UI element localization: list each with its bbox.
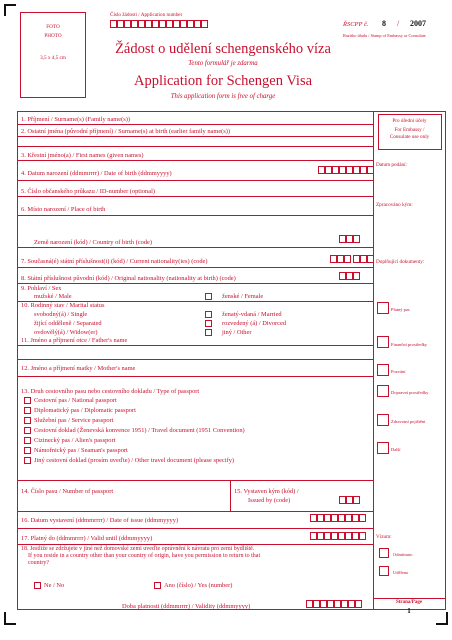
field-country-of-birth-label: Země narození (kód) / Country of birth (code) — [34, 239, 153, 246]
field-dob-label: 4. Datum narození (ddmmrrrr) / Date of birth (ddmmyyyy) — [21, 170, 172, 177]
visa-refused-label: Odmítnuto — [393, 552, 413, 557]
title-en: Application for Schengen Visa — [133, 73, 313, 89]
field-father-label: 11. Jméno a příjmení otce / Father's name — [21, 337, 128, 344]
passport-other-label: Jiný cestovní doklad (prosím uveďte) / Other travel document (please specify) — [34, 457, 235, 464]
passport-seaman-checkbox[interactable] — [24, 447, 31, 454]
marital-widow-label: ovdovělý(á) / Widow(er) — [34, 329, 98, 336]
passport-seaman-label: Námořnický pas / Seaman's passport — [34, 447, 128, 454]
passport-alien-checkbox[interactable] — [24, 437, 31, 444]
sex-male-checkbox[interactable] — [205, 293, 212, 300]
marital-separated-checkbox[interactable] — [205, 320, 212, 327]
passport-service-label: Služební pas / Service passport — [34, 417, 114, 424]
passport-national-label: Cestovní pas / National passport — [34, 397, 117, 404]
field-residence-label: 18. Jestliže se zdržujete v jiné než domovské zemi uveďte oprávnění k návratu pro zemi bydliště. — [21, 546, 255, 552]
official-use-en2: Consulate use only — [389, 134, 430, 140]
sex-male-label: mužské / Male — [34, 293, 72, 300]
sidebar-divider — [373, 111, 374, 609]
supporting-docs-label: Doplňující dokumenty: — [376, 259, 425, 265]
valid-passport-label: Platný pas — [391, 307, 410, 312]
passport-national-checkbox[interactable] — [24, 397, 31, 404]
visa-issued-checkbox[interactable] — [379, 566, 389, 576]
page-number: 1 — [407, 607, 411, 615]
field-birth-surname-line[interactable] — [17, 146, 373, 147]
residence-no-checkbox[interactable] — [34, 582, 41, 589]
crop-mark-bottom-right — [446, 612, 448, 624]
official-use-en: For Embassy / — [394, 127, 425, 133]
field-mother-label: 12. Jméno a příjmení matky / Mother's name — [21, 365, 136, 372]
marital-single-label: svobodný(á) / Single — [34, 311, 88, 318]
rscpp-number: 8 — [382, 19, 386, 28]
passport-alien-label: Cizinecký pas / Alien's passport — [34, 437, 116, 444]
financial-means-label: Finanční prostředky — [391, 342, 428, 347]
residence-yes-label: Ano (číslo) / Yes (number) — [164, 582, 233, 589]
marital-other-label: jiný / Other — [222, 329, 252, 336]
field-place-of-birth-label: 6. Místo narození / Place of birth — [21, 206, 106, 213]
residence-no-label: Ne / No — [44, 582, 65, 589]
page-divider — [373, 598, 445, 599]
field-surname-label: 1. Příjmení / Surname(s) (Family name(s)) — [21, 116, 130, 123]
marital-widow-checkbox[interactable] — [205, 329, 212, 336]
received-date-label: Datum podání: — [376, 162, 407, 168]
photo-size: 3,5 x 4,5 cm — [40, 55, 66, 61]
crop-mark-top-left — [4, 4, 16, 6]
passport-travel-doc-label: Cestovní doklad (Ženevská konvence 1951) / Travel document (1951 Convention) — [34, 427, 245, 434]
field-birth-surname-label: 2. Ostatní jména (původní příjmení) / Surname(s) at birth (earlier family name(s)) — [21, 128, 231, 135]
crop-mark-bottom-left — [4, 612, 6, 624]
field-original-nationality-label: 8. Státní příslušnost původní (kód) / Original nationality (nationality at birth) (code) — [21, 275, 236, 282]
photo-label-en: PHOTO — [44, 33, 62, 39]
subtitle-en: This application form is free of charge — [170, 93, 276, 100]
valid-passport-checkbox[interactable] — [377, 302, 389, 314]
marital-single-checkbox[interactable] — [205, 311, 212, 318]
subtitle-cz: Tento formulář je zdarma — [188, 60, 258, 67]
sex-female-label: ženské / Female — [222, 293, 264, 300]
field-residence-label-en: If you reside in a country other than your country of origin, have you permission to return to that — [28, 553, 261, 559]
photo-label: FOTO — [46, 24, 60, 30]
other-docs-label: Další — [391, 447, 401, 452]
field-issued-by-label-en: Issued by (code) — [248, 497, 291, 504]
visa-label: Vízum: — [376, 534, 392, 540]
other-docs-checkbox[interactable] — [377, 442, 389, 454]
field-passport-type-label: 13. Druh cestovního pasu nebo cestovního dokladu / Type of passport — [21, 388, 200, 395]
health-insurance-label: Zdravotní pojištění — [391, 419, 426, 424]
marital-separated-label: žijící odděleně / Separated — [34, 320, 102, 327]
field-passport-number-label: 14. Číslo pasu / Number of passport — [21, 488, 114, 495]
field-id-number-label: 5. Číslo občanského průkazu / ID-number (optional) — [21, 188, 155, 195]
residence-validity-label: Doba platnosti (ddmmrrrr) / Validity (ddmmyyyy) — [122, 603, 251, 610]
passport-other-checkbox[interactable] — [24, 457, 31, 464]
rscpp-label: ŘSCPP č. — [343, 21, 369, 28]
field-valid-until-label: 17. Platný do (ddmmrrrr) / Valid until (ddmmyyyy) — [21, 535, 153, 542]
rscpp-sep: / — [397, 19, 400, 28]
field-residence-label-en2: country? — [28, 560, 49, 566]
residence-yes-checkbox[interactable] — [154, 582, 161, 589]
marital-married-label: ženatý-vdaná / Married — [222, 311, 282, 318]
visa-refused-checkbox[interactable] — [379, 548, 389, 558]
passport-diplomatic-checkbox[interactable] — [24, 407, 31, 414]
passport-diplomatic-label: Diplomatický pas / Diplomatic passport — [34, 407, 136, 414]
passport-service-checkbox[interactable] — [24, 417, 31, 424]
crop-mark-top-left — [4, 4, 6, 16]
rscpp-year: 2007 — [410, 19, 426, 28]
invitation-label: Pozvání — [391, 369, 406, 374]
financial-means-checkbox[interactable] — [377, 336, 389, 348]
official-use-cz: Pro úřední účely — [392, 118, 427, 124]
field-first-names-label: 3. Křestní jméno(a) / First names (given names) — [21, 152, 144, 159]
field-issue-date-label: 16. Datum vystavení (ddmmrrrr) / Date of issue (ddmmyyyy) — [21, 517, 179, 524]
processed-by-label: Zpracováno kým: — [376, 202, 413, 208]
field-marital-label: 10. Rodinný stav / Marital status — [21, 302, 105, 309]
crop-mark-bottom-left — [4, 623, 16, 625]
app-number-label: Číslo žádosti / Application number — [110, 12, 183, 18]
field-sex-label: 9. Pohlaví / Sex — [21, 285, 62, 292]
title-cz: Žádost o udělení schengenského víza — [115, 41, 331, 57]
health-insurance-checkbox[interactable] — [377, 414, 389, 426]
visa-issued-label: Uděleno — [393, 570, 409, 575]
stamp-label: Razítko úřadu / Stamp of Embassy or Consulate — [343, 33, 426, 38]
passport-travel-doc-checkbox[interactable] — [24, 427, 31, 434]
transport-checkbox[interactable] — [377, 385, 389, 397]
field-nationality-label: 7. Současná(é) státní příslušnost(i) (kód) / Current nationality(ies) (code) — [21, 258, 208, 265]
page-label: Strana/Page — [395, 600, 423, 605]
field-issued-by-label: 15. Vystaven kým (kód) / — [234, 488, 299, 495]
marital-divorced-label: rozvedený (á) / Divorced — [222, 320, 287, 327]
field-surname-line[interactable] — [17, 124, 373, 125]
transport-label: Dopravní prostředky — [391, 390, 429, 395]
invitation-checkbox[interactable] — [377, 364, 389, 376]
